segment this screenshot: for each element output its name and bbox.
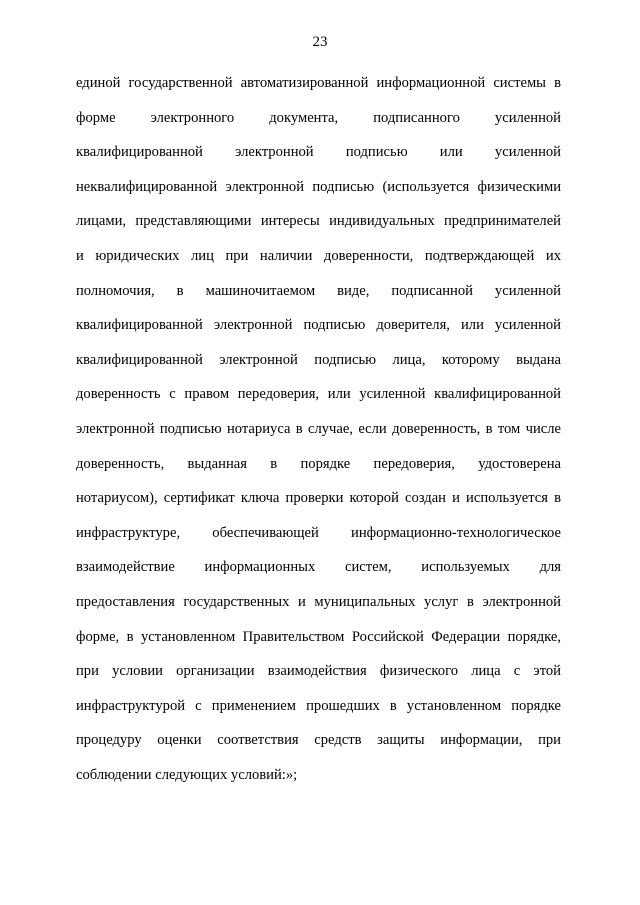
text-line: процедуру оценки соответствия средств защиты информации, при (76, 732, 561, 749)
text-line: полномочия, в машиночитаемом виде, подписанной усиленной (76, 282, 561, 299)
body-paragraph (76, 66, 561, 792)
text-line: неквалифицированной электронной подписью (используется физическими (76, 178, 561, 195)
text-line: инфраструктурой с применением прошедших в установленном порядке (76, 697, 561, 714)
text-line: форме, в установленном Правительством Российской Федерации порядке, (76, 628, 561, 645)
page-number: 23 (312, 34, 328, 50)
text-line: форме электронного документа, подписанного усиленной (76, 109, 561, 126)
text-line: единой государственной автоматизированной информационной системы в (76, 75, 561, 91)
text-line: квалифицированной электронной подписью лица, которому выдана (76, 351, 561, 368)
text-line: взаимодействие информационных систем, используемых для (76, 559, 561, 576)
text-line: предоставления государственных и муниципальных услуг в электронной (76, 593, 561, 610)
text-line: инфраструктуре, обеспечивающей информационно-технологическое (76, 524, 561, 541)
text-line: электронной подписью нотариуса в случае, если доверенность, в том числе (76, 420, 561, 437)
text-line: при условии организации взаимодействия физического лица с этой (76, 663, 561, 680)
text-line: квалифицированной электронной подписью доверителя, или усиленной (76, 317, 561, 334)
text-line: нотариусом), сертификат ключа проверки которой создан и используется в (76, 490, 561, 507)
text-line: соблюдении следующих условий:»; (76, 766, 298, 783)
text-line: и юридических лиц при наличии доверенности, подтверждающей их (76, 247, 561, 264)
text-line: лицами, представляющими интересы индивидуальных предпринимателей (76, 213, 561, 230)
text-line: доверенность, выданная в порядке передоверия, удостоверена (76, 455, 561, 472)
text-line: доверенность с правом передоверия, или усиленной квалифицированной (76, 386, 561, 403)
text-line: квалифицированной электронной подписью или усиленной (76, 144, 561, 161)
